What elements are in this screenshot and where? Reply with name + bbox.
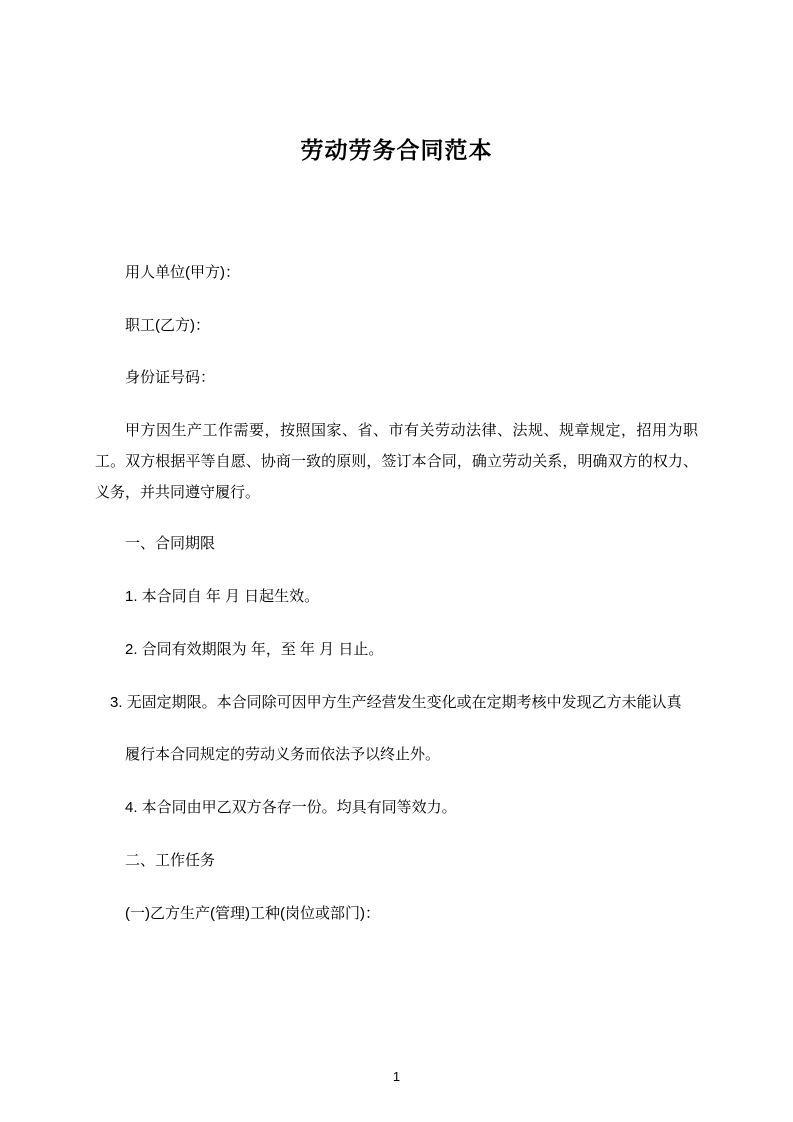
heading-section-two: 二、工作任务 <box>125 851 216 869</box>
page-title: 劳动劳务合同范本 <box>300 137 493 163</box>
paragraph-clause-1-2: 2. 合同有效期限为 年，至 年 月 日止。 <box>125 640 384 658</box>
paragraph-clause-2-1: (一)乙方生产(管理)工种(岗位或部门)： <box>125 904 380 922</box>
page-number: 1 <box>392 1069 401 1084</box>
paragraph-clause-1-1: 1. 本合同自 年 月 日起生效。 <box>125 588 320 606</box>
paragraph-clause-1-4: 4. 本合同由甲乙双方各存一份。均具有同等效力。 <box>125 799 457 817</box>
paragraph-clause-1-3-continued: 履行本合同规定的劳动义务而依法予以终止外。 <box>125 746 441 764</box>
paragraph-id-number-line: 身份证号码： <box>125 369 216 387</box>
paragraph-employer-line: 用人单位(甲方)： <box>125 263 240 281</box>
document-body <box>95 258 698 930</box>
paragraph-employee-line: 职工(乙方)： <box>125 316 210 334</box>
paragraph-preamble: 甲方因生产工作需要，按照国家、省、市有关劳动法律、法规、规章规定，招用为职工。双方根据平等自愿、协商一致的原则，签订本合同，确立劳动关系，明确双方的权力、义务，并共同遵守履行。 <box>95 422 698 501</box>
heading-section-one: 一、合同期限 <box>125 535 216 553</box>
paragraph-clause-1-3: 3. 无固定期限。本合同除可因甲方生产经营发生变化或在定期考核中发现乙方未能认真 <box>110 693 682 711</box>
